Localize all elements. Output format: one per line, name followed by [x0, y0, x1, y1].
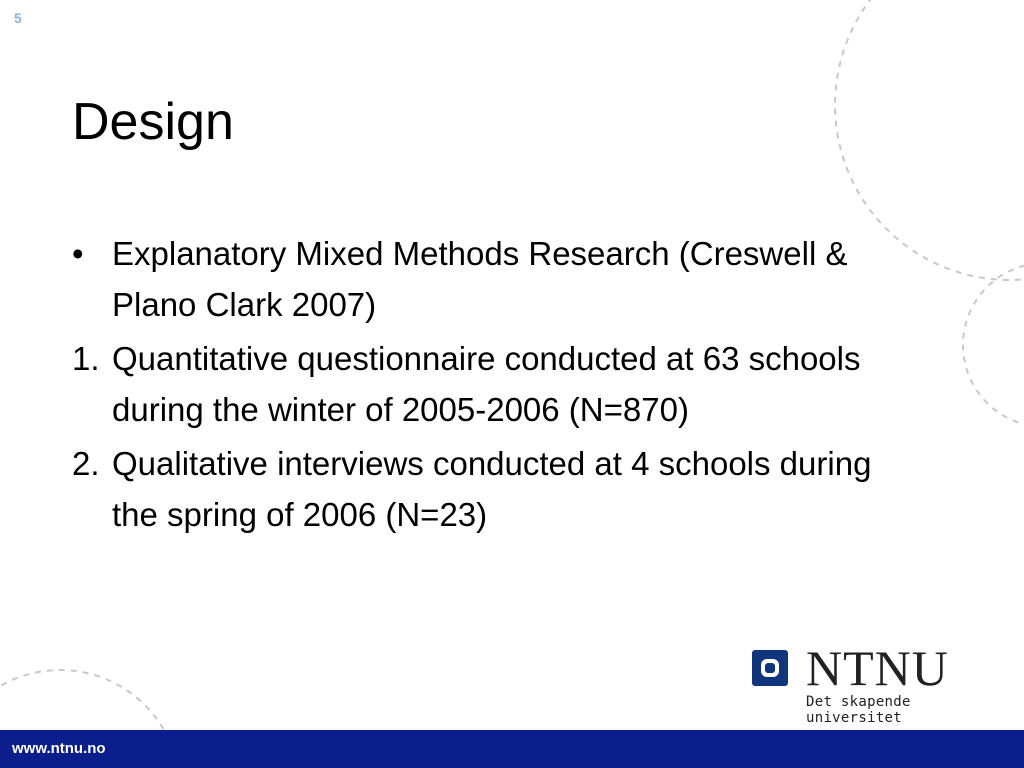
logo-wordmark: NTNU: [806, 640, 949, 696]
slide-title: Design: [72, 93, 234, 151]
list-item-text: Qualitative interviews conducted at 4 schools during the spring of 2006 (N=23): [112, 445, 872, 533]
ntnu-logo: [752, 640, 1000, 726]
list-item: [72, 438, 922, 540]
content-list: [72, 228, 922, 540]
list-item-text: Explanatory Mixed Methods Research (Creswell & Plano Clark 2007): [112, 235, 848, 323]
footer-bar: [0, 730, 1024, 768]
list-item-text: Quantitative questionnaire conducted at 63 schools during the winter of 2005-2006 (N=870): [112, 340, 861, 428]
number-marker: 2.: [72, 445, 100, 482]
ntnu-logo-icon: [752, 650, 788, 686]
bullet-marker: •: [72, 235, 84, 272]
slide-number: 5: [14, 10, 22, 26]
list-item: [72, 333, 922, 435]
list-item: [72, 228, 922, 330]
dashed-circle-small: [963, 263, 1024, 427]
footer-url: www.ntnu.no: [12, 740, 106, 757]
logo-tagline: Det skapende universitet: [806, 694, 911, 726]
number-marker: 1.: [72, 340, 100, 377]
